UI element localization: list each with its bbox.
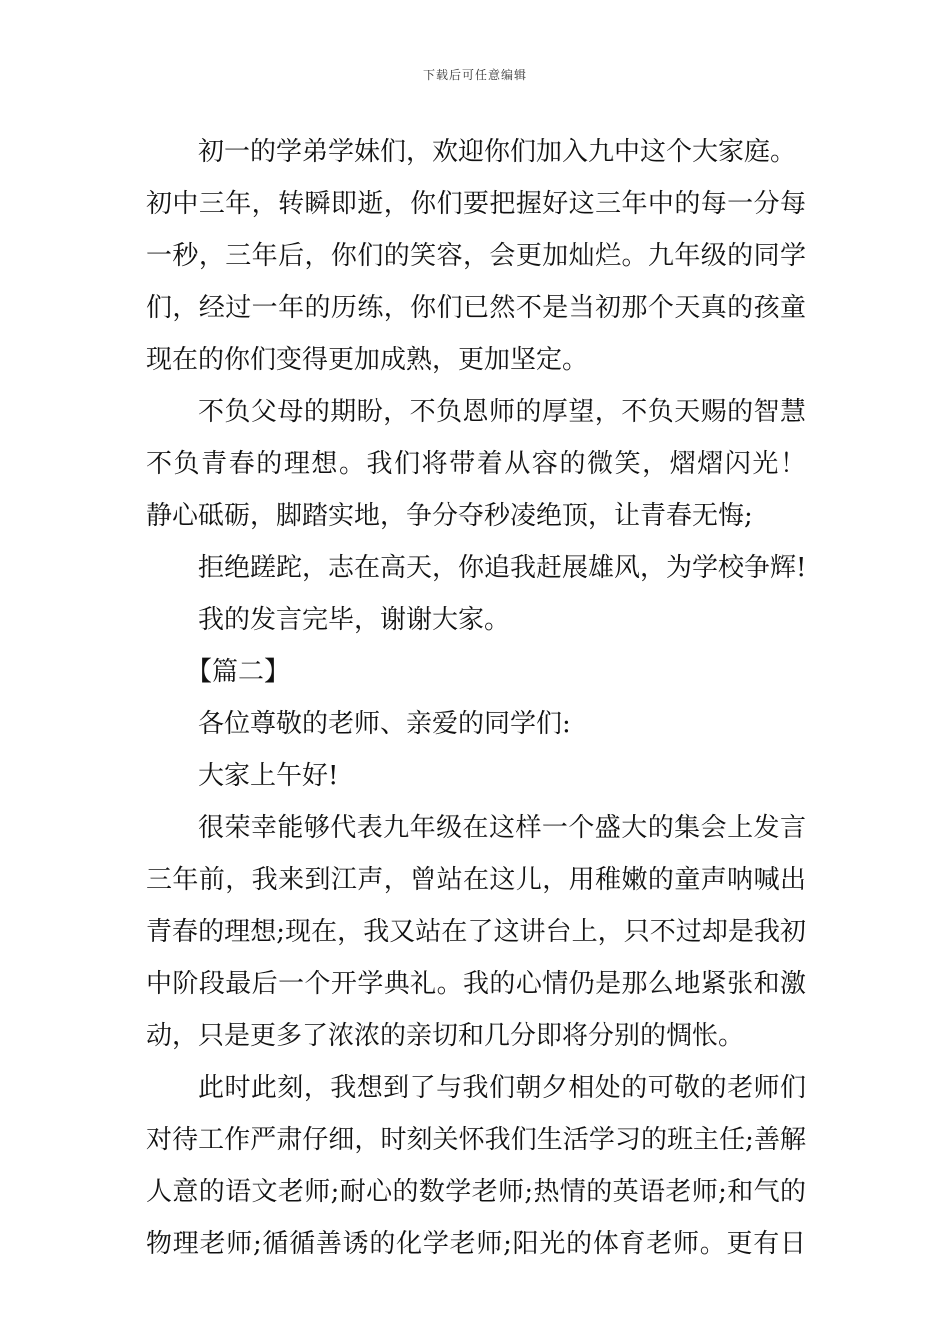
text-line: 物理老师;循循善诱的化学老师;阳光的体育老师。更有日 <box>146 1229 806 1259</box>
text-line: 对待工作严肃仔细，时刻关怀我们生活学习的班主任;善解 <box>146 1125 806 1155</box>
document-body <box>146 126 806 1270</box>
text-line: 很荣幸能够代表九年级在这样一个盛大的集会上发言 <box>198 813 806 843</box>
text-line: 拒绝蹉跎，志在高天，你追我赶展雄风，为学校争辉! <box>198 553 807 583</box>
section-heading: 【篇二】 <box>186 657 291 687</box>
text-line: 初一的学弟学妹们，欢迎你们加入九中这个大家庭。 <box>198 137 797 167</box>
text-line: 动，只是更多了浓浓的亲切和几分即将分别的惆怅。 <box>146 1021 745 1051</box>
text-line: 人意的语文老师;耐心的数学老师;热情的英语老师;和气的 <box>146 1177 806 1207</box>
text-line: 不负父母的期盼，不负恩师的厚望，不负天赐的智慧 <box>198 397 806 427</box>
text-line: 青春的理想;现在，我又站在了这讲台上，只不过却是我初 <box>146 917 806 947</box>
text-line: 我的发言完毕，谢谢大家。 <box>198 605 511 635</box>
greeting-line: 大家上午好! <box>198 761 339 791</box>
text-line: 三年前，我来到江声，曾站在这儿，用稚嫩的童声呐喊出 <box>146 865 806 895</box>
text-line: 静心砥砺，脚踏实地，争分夺秒凌绝顶，让青春无悔; <box>146 501 753 531</box>
text-line: 一秒，三年后，你们的笑容，会更加灿烂。九年级的同学 <box>146 241 806 271</box>
text-line: 初中三年，转瞬即逝，你们要把握好这三年中的每一分每 <box>146 189 806 219</box>
text-line: 中阶段最后一个开学典礼。我的心情仍是那么地紧张和激 <box>146 969 806 999</box>
greeting-line: 各位尊敬的老师、亲爱的同学们: <box>198 709 571 739</box>
text-line: 此时此刻，我想到了与我们朝夕相处的可敬的老师们 <box>198 1073 806 1103</box>
text-line: 不负青春的理想。我们将带着从容的微笑，熠熠闪光！ <box>146 449 806 479</box>
page-header: 下载后可任意编辑 <box>422 68 527 82</box>
text-line: 现在的你们变得更加成熟，更加坚定。 <box>146 345 589 375</box>
text-line: 们，经过一年的历练，你们已然不是当初那个天真的孩童 <box>146 293 806 323</box>
